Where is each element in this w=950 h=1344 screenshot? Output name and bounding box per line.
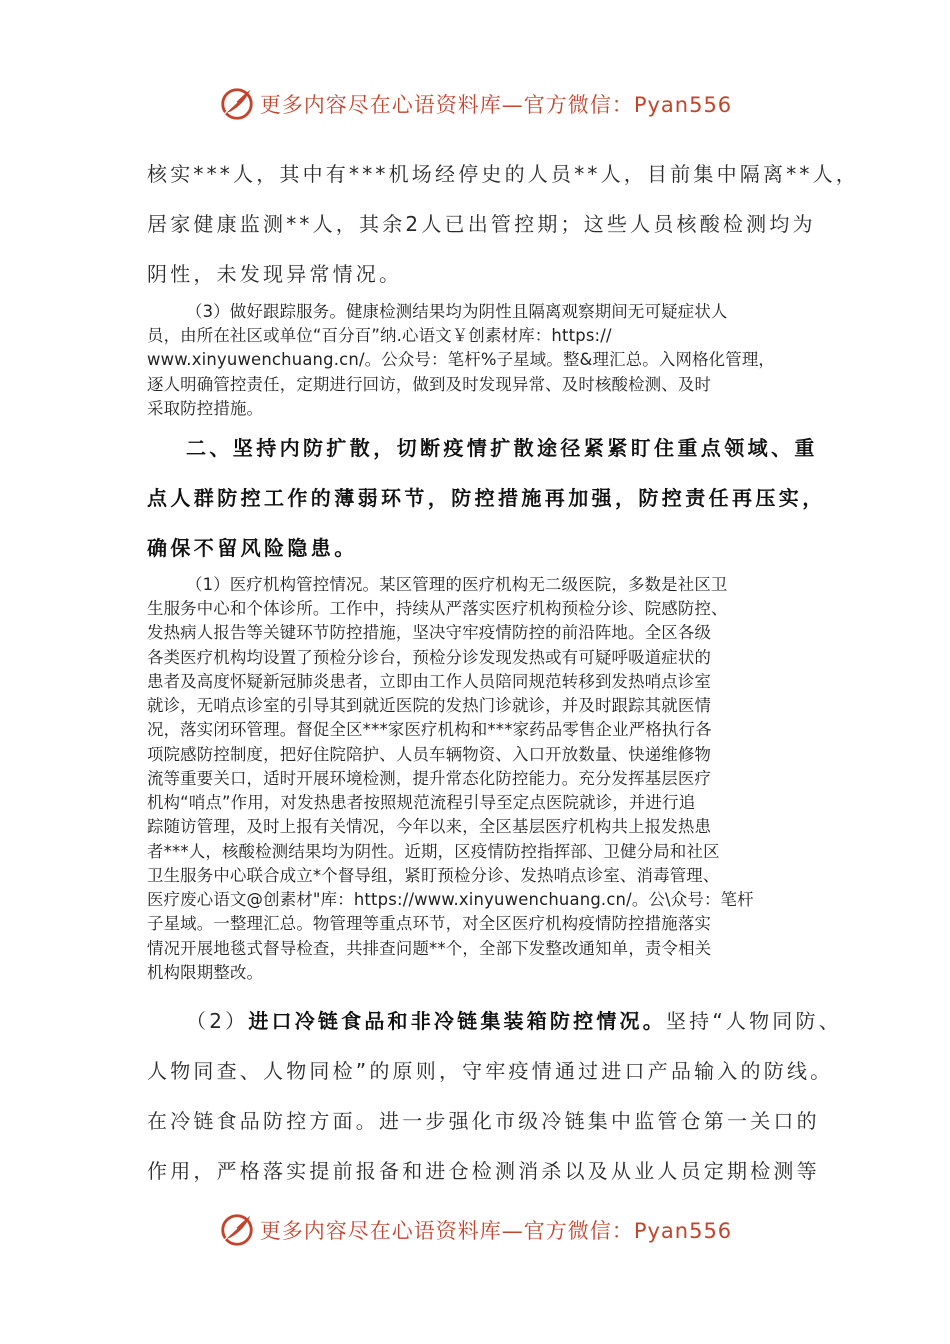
- footer-banner: [0, 1210, 950, 1250]
- text-line: 卫生服务中心联合成立*个督导组，紧盯预检分诊、发热哨点诊室、消毒管理、: [147, 866, 720, 885]
- text-line: 医疗废心语文@创素材"库：https://www.xinyuwenchuang.cn/。公\众号：笔杆: [147, 890, 754, 909]
- text-line: www.xinyuwenchuang.cn/。公众号：笔杆%子星域。整&理汇总。入网格化管理，: [147, 350, 776, 369]
- text-line: 踪随访管理，及时上报有关情况，今年以来，全区基层医疗机构共上报发热患: [147, 817, 712, 836]
- text-line: 情况开展地毯式督导检查，共排查问题**个，全部下发整改通知单，责令相关: [147, 939, 712, 958]
- text-line: 各类医疗机构均设置了预检分诊台，预检分诊发现发热或有可疑呼吸道症状的: [147, 648, 712, 667]
- text-line: 核实***人，其中有***机场经停史的人员**人，目前集中隔离**人，: [147, 162, 859, 186]
- text-line: 况，落实闭环管理。督促全区***家医疗机构和***家药品零售企业严格执行各: [147, 720, 712, 739]
- text-line: 生服务中心和个体诊所。工作中，持续从严落实医疗机构预检分诊、院感防控、: [147, 599, 728, 618]
- wechat-id: Pyan556: [633, 93, 733, 117]
- bold-lead: 进口冷链食品和非冷链集装箱防控情况。: [248, 1009, 666, 1033]
- text-line: （2）进口冷链食品和非冷链集装箱防控情况。坚持“人物同防、: [186, 1009, 842, 1033]
- text-line: 作用，严格落实提前报备和进仓检测消杀以及从业人员定期检测等: [147, 1159, 820, 1183]
- text-line: 居家健康监测**人，其余2人已出管控期；这些人员核酸检测均为: [147, 212, 816, 236]
- text-line: 人物同查、人物同检”的原则，守牢疫情通过进口产品输入的防线。: [147, 1059, 834, 1083]
- text-line: （1）医疗机构管控情况。某区管理的医疗机构无二级医院，多数是社区卫: [186, 575, 728, 594]
- wechat-id: Pyan556: [633, 1219, 733, 1243]
- quill-logo-icon: [218, 1211, 256, 1249]
- header-banner: [0, 84, 950, 124]
- text-line: 项院感防控制度，把好住院陪护、人员车辆物资、入口开放数量、快递维修物: [147, 745, 712, 764]
- text-line: 逐人明确管控责任，定期进行回访，做到及时发现异常、及时核酸检测、及时: [147, 375, 712, 394]
- text-line: 机构“哨点”作用，对发热患者按照规范流程引导至定点医院就诊，并进行追: [147, 793, 696, 812]
- text-line: 子星域。一整理汇总。物管理等重点环节，对全区医疗机构疫情防控措施落实: [147, 914, 712, 933]
- text-line: 在冷链食品防控方面。进一步强化市级冷链集中监管仓第一关口的: [147, 1109, 820, 1133]
- quill-logo-icon: [218, 85, 256, 123]
- text-line: 患者及高度怀疑新冠肺炎患者，立即由工作人员陪同规范转移到发热哨点诊室: [147, 672, 712, 691]
- section-heading: 确保不留风险隐患。: [147, 536, 358, 560]
- text-line: 阴性，未发现异常情况。: [147, 262, 403, 286]
- text-line: 机构限期整改。: [147, 963, 264, 982]
- banner-text: 更多内容尽在心语资料库—官方微信：Pyan556: [259, 93, 733, 117]
- text-line: 流等重要关口，适时开展环境检测，提升常态化防控能力。充分发挥基层医疗: [147, 769, 712, 788]
- text-line: 员，由所在社区或单位“百分百”纳.心语文￥创素材库：https://: [147, 326, 612, 345]
- text-line: 发热病人报告等关键环节防控措施，坚决守牢疫情防控的前沿阵地。全区各级: [147, 623, 712, 642]
- section-heading: 点人群防控工作的薄弱环节，防控措施再加强，防控责任再压实，: [147, 486, 826, 510]
- text-line: （3）做好跟踪服务。健康检测结果均为阴性且隔离观察期间无可疑症状人: [186, 302, 728, 321]
- text-line: 采取防控措施。: [147, 399, 264, 418]
- text-line: 就诊，无哨点诊室的引导其到就近医院的发热门诊就诊，并及时跟踪其就医情: [147, 696, 712, 715]
- section-heading: 二、坚持内防扩散，切断疫情扩散途径紧紧盯住重点领域、重: [186, 436, 818, 460]
- text-line: 者***人，核酸检测结果均为阴性。近期，区疫情防控指挥部、卫健分局和社区: [147, 842, 720, 861]
- banner-text: 更多内容尽在心语资料库—官方微信：Pyan556: [259, 1219, 733, 1243]
